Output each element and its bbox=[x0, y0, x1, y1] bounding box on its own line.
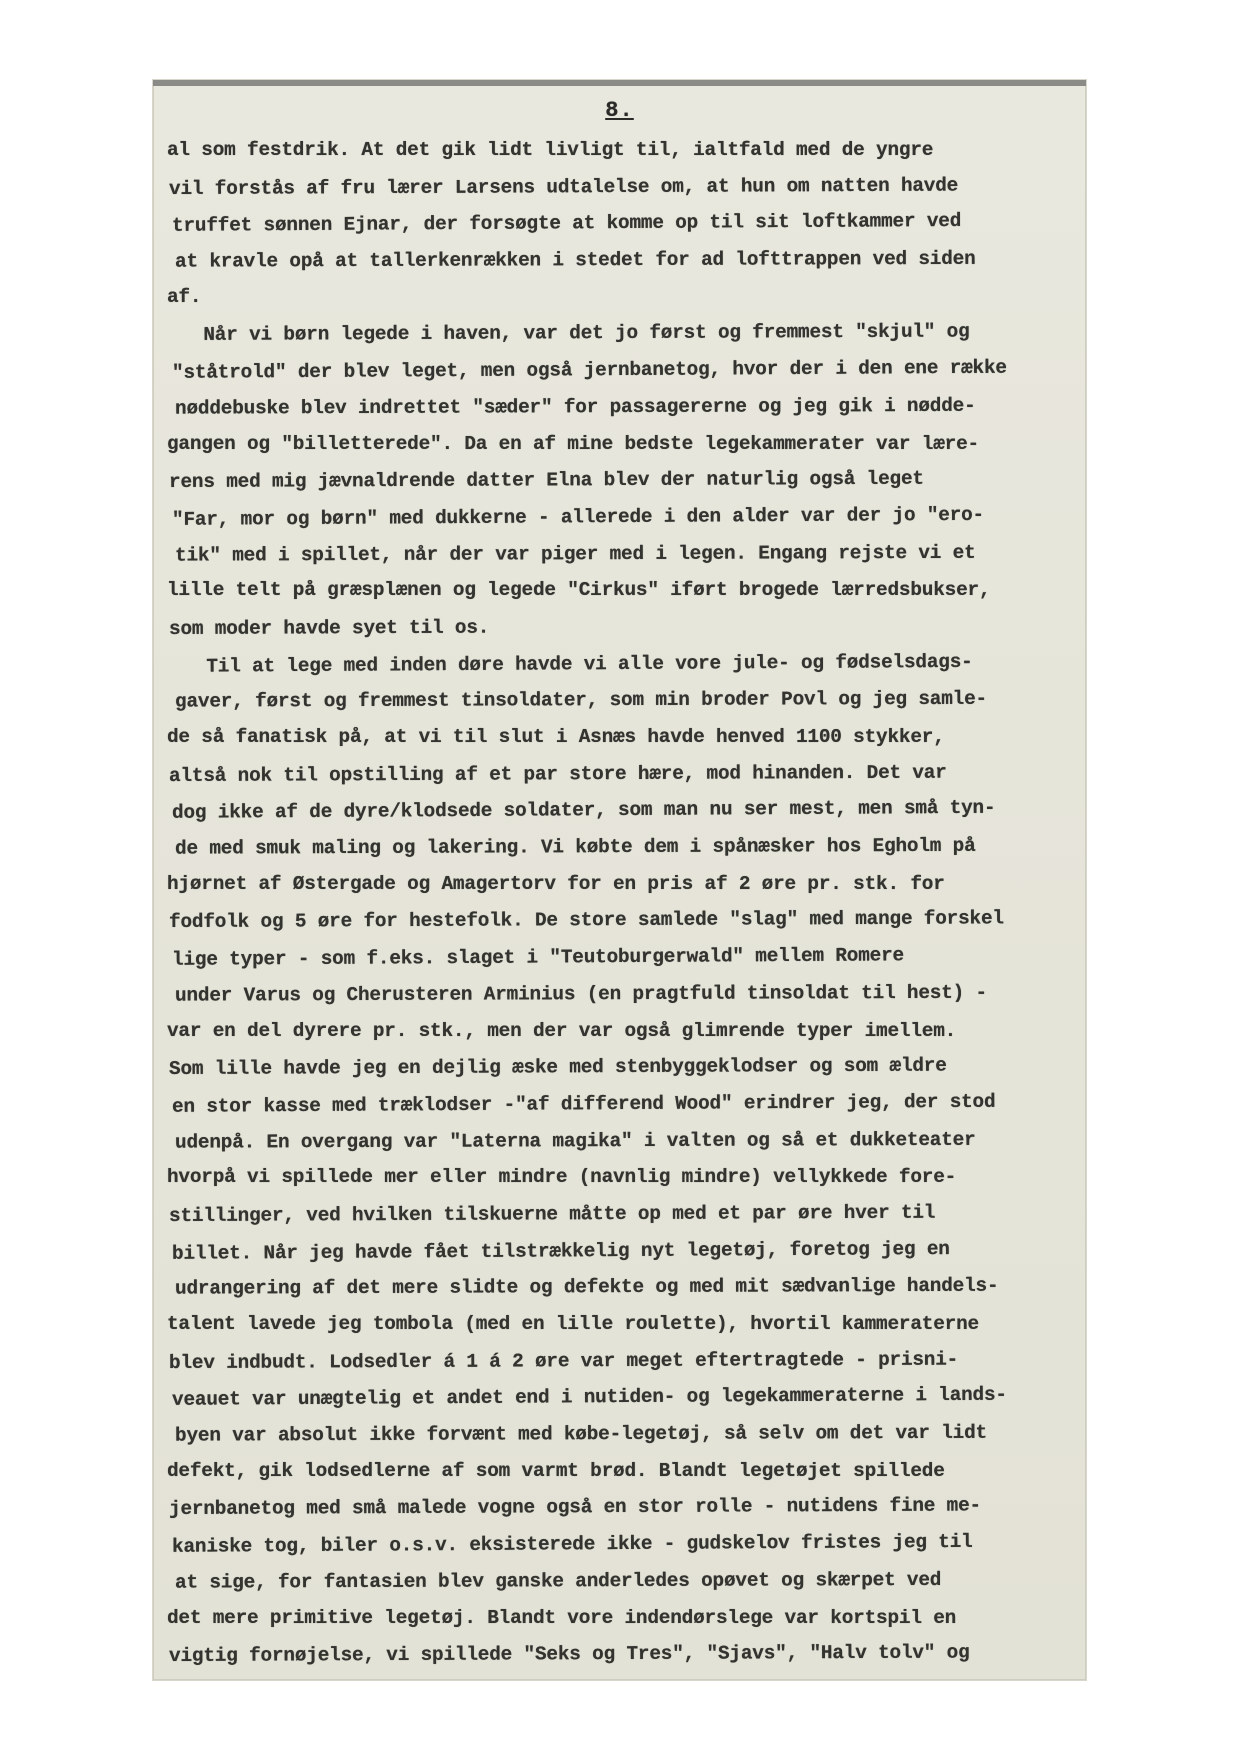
text-line: lille telt på græsplænen og legede "Cirkus" iført brogede lærredsbukser, bbox=[167, 579, 991, 602]
text-line: udrangering af det mere slidte og defekte og med mit sædvanlige handels- bbox=[174, 1275, 999, 1300]
text-line: at kravle opå at tallerkenrækken i stedet for ad lofttrappen ved siden bbox=[174, 247, 976, 273]
text-line: som moder havde syet til os. bbox=[168, 616, 490, 640]
text-line: hjørnet af Østergade og Amagertorv for en pris af 2 øre pr. stk. for bbox=[167, 872, 945, 895]
text-line: veauet var unægtelig et andet end i nutiden- og legekammeraterne i lands- bbox=[171, 1384, 1007, 1412]
text-line: tik" med i spillet, når der var piger med i legen. Engang rejste vi et bbox=[174, 541, 976, 567]
text-line: defekt, gik lodsedlerne af som varmt brød. Blandt legetøjet spillede bbox=[167, 1459, 945, 1482]
text-line: Som lille havde jeg en dejlig æske med stenbyggeklodser og som ældre bbox=[168, 1054, 947, 1081]
text-line: vigtig fornøjelse, vi spillede "Seks og Tres", "Sjavs", "Halv tolv" og bbox=[168, 1641, 970, 1668]
text-line: lige typer - som f.eks. slaget i "Teutoburgerwald" mellem Romere bbox=[171, 944, 904, 971]
text-line: de så fanatisk på, at vi til slut i Asnæs havde henved 1100 stykker, bbox=[167, 726, 945, 748]
text-line: var en del dyrere pr. stk., men der var også glimrende typer imellem. bbox=[167, 1019, 957, 1042]
text-line: stillinger, ved hvilken tilskuerne måtte op med et par øre hver til bbox=[168, 1201, 936, 1227]
text-line: at sige, for fantasien blev ganske anderledes opøvet og skærpet ved bbox=[174, 1568, 942, 1594]
text-line: nøddebuske blev indrettet "sæder" for passagererne og jeg gik i nødde- bbox=[174, 394, 976, 420]
text-line: "ståtrold" der blev leget, men også jernbanetog, hvor der i den ene række bbox=[171, 356, 1007, 384]
text-line: en stor kasse med træklodser -"af differend Wood" erindrer jeg, der stod bbox=[171, 1090, 996, 1118]
page-number: 8. bbox=[605, 98, 634, 123]
text-line: "Far, mor og børn" med dukkerne - allerede i den alder var der jo "ero- bbox=[171, 503, 985, 531]
text-line: byen var absolut ikke forvænt med købe-legetøj, så selv om det var lidt bbox=[174, 1421, 988, 1447]
text-line: under Varus og Cherusteren Arminius (en pragtfuld tinsoldat til hest) - bbox=[174, 981, 988, 1007]
text-line: det mere primitive legetøj. Blandt vore indendørslege var kortspil en bbox=[167, 1606, 957, 1629]
text-line: vil forstås af fru lærer Larsens udtalelse om, at hun om natten havde bbox=[168, 174, 959, 200]
text-line: dog ikke af de dyre/klodsede soldater, som man nu ser mest, men små tyn- bbox=[171, 797, 996, 825]
text-line: gangen og "billetterede". Da en af mine bedste legekammerater var lære- bbox=[167, 432, 979, 455]
text-line: hvorpå vi spillede mer eller mindre (navnlig mindre) vellykkede fore- bbox=[167, 1166, 957, 1189]
text-line: udenpå. En overgang var "Laterna magika" i valten og så et dukketeater bbox=[174, 1128, 976, 1154]
typewritten-page bbox=[153, 80, 1086, 1680]
text-line: altså nok til opstilling af et par store hære, mod hinanden. Det var bbox=[168, 761, 947, 787]
text-line: billet. Når jeg havde fået tilstrækkelig nyt legetøj, foretog jeg en bbox=[171, 1237, 950, 1265]
text-line: fodfolk og 5 øre for hestefolk. De store samlede "slag" med mange forskel bbox=[168, 907, 1004, 934]
typed-text-body bbox=[167, 132, 1078, 1673]
text-line: af. bbox=[167, 285, 202, 308]
text-line: de med smuk maling og lakering. Vi købte dem i spånæsker hos Egholm på bbox=[174, 834, 976, 860]
text-line: Til at lege med inden døre havde vi alle vore jule- og fødselsdags- bbox=[171, 650, 973, 678]
text-line: jernbanetog med små malede vogne også en stor rolle - nutidens fine me- bbox=[168, 1494, 982, 1521]
text-line: truffet sønnen Ejnar, der forsøgte at komme op til sit loftkammer ved bbox=[171, 210, 962, 238]
text-line: talent lavede jeg tombola (med en lille roulette), hvortil kammeraterne bbox=[167, 1313, 979, 1335]
text-line: al som festdrik. At det gik lidt livligt til, ialtfald med de yngre bbox=[167, 139, 934, 161]
text-line: Når vi børn legede i haven, var det jo først og fremmest "skjul" og bbox=[168, 320, 970, 347]
text-line: rens med mig jævnaldrende datter Elna blev der naturlig også leget bbox=[168, 467, 924, 494]
text-line: kaniske tog, biler o.s.v. eksisterede ikke - gudskelov fristes jeg til bbox=[171, 1531, 973, 1558]
text-line: blev indbudt. Lodsedler á 1 á 2 øre var meget eftertragtede - prisni- bbox=[168, 1348, 959, 1374]
text-line: gaver, først og fremmest tinsoldater, som min broder Povl og jeg samle- bbox=[174, 688, 988, 713]
